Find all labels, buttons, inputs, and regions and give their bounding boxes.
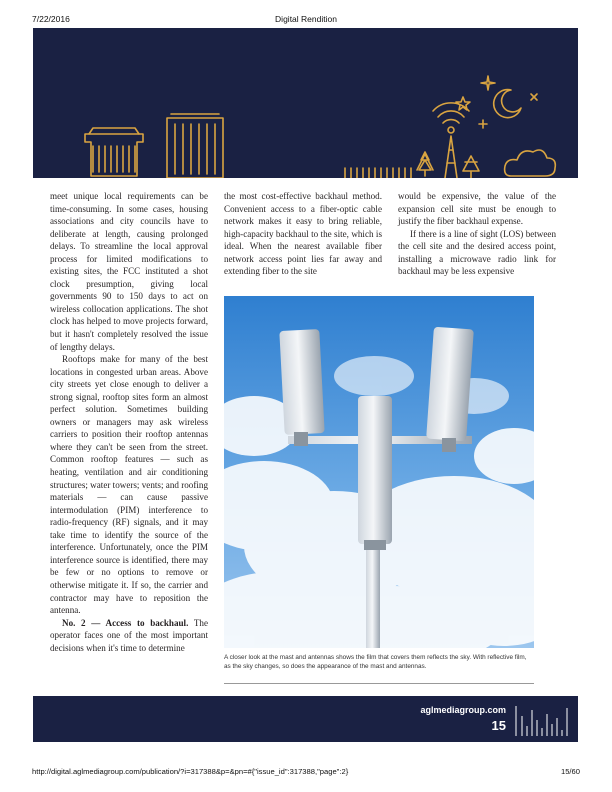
print-date: 7/22/2016 — [32, 14, 70, 24]
paragraph: Rooftops make for many of the best locations in congested urban areas. Above city streets yet close enough to deliver a strong signal, rooftop sites form an almost perfect solution. Sometimes building owners or managers may ask wireless carriers to position their rooftop antennas where they can't be seen from the street. Common rooftop features — such as heating, ventilation and air conditioning structures; water towers; vents; and roofing materials — can cause passive intermodulation (PIM) interference to radio-frequency (RF) signals, and it may take time to identify the source of the interference. Unfortunately, once the PIM interference source is identified, there may be few or no options to remove or otherwise mitigate it. If so, the carrier and contractor may have to reposition the antenna. — [50, 354, 208, 616]
footer-site: aglmediagroup.com — [420, 705, 506, 715]
banner-illustration — [33, 28, 578, 178]
footer-band — [33, 696, 578, 742]
column-3 — [398, 190, 556, 278]
paragraph: would be expensive, the value of the expansion cell site must be enough to justify the fiber backhaul expense. — [398, 191, 556, 227]
building-icon — [85, 128, 143, 176]
paragraph: meet unique local requirements can be time-consuming. In some cases, housing associations and city councils have to deliberate at length, causing prolonged delays. To streamline the local approval process for limited modifications to existing sites, the FCC instituted a shot clock presumption, giving local governments 90 to 150 days to act on wireless collocation applications. The shot clock has helped to move projects forward, but it hasn't completely resolved the issue of lengthy delays. — [50, 191, 208, 352]
paragraph: If there is a line of sight (LOS) between the cell site and the desired access point, installing a microwave radio link for backhaul may be less expensive — [398, 228, 556, 277]
print-page: 15/60 — [560, 767, 580, 776]
barcode-decoration — [512, 702, 572, 738]
paragraph — [50, 617, 208, 655]
footer-page-number: 15 — [491, 718, 506, 733]
column-1 — [50, 190, 208, 654]
caption-divider — [224, 683, 534, 684]
antenna-photo — [224, 296, 534, 648]
photo-caption: A closer look at the mast and antennas shows the film that covers them reflects the sky. With reflective film, as the sky changes, so does the appearance of the mast and antennas. — [224, 654, 527, 670]
paragraph-text: The operator faces one of the most important decisions when it's time to determine — [50, 617, 208, 653]
moon-icon — [494, 90, 521, 118]
header-banner — [33, 28, 578, 178]
section-heading: No. 2 — Access to backhaul. — [62, 617, 189, 628]
cloud-icon — [505, 150, 556, 176]
print-url[interactable]: http://digital.aglmediagroup.com/publication/?i=317388&p=&pn=#{"issue_id":317388,"page":2} — [32, 767, 349, 776]
print-title: Digital Rendition — [275, 14, 337, 24]
tower-icon — [167, 114, 223, 178]
signal-icon — [433, 103, 469, 178]
antenna-photo-illustration — [224, 296, 534, 648]
column-2 — [224, 190, 382, 278]
paragraph: the most cost-effective backhaul method. Convenient access to a fiber-optic cable network makes it easy to bring reliable, high-capacity backhaul to the site, which is ideal. When the nearest available fiber network access point lies far away and extending fiber to the site — [224, 191, 382, 277]
